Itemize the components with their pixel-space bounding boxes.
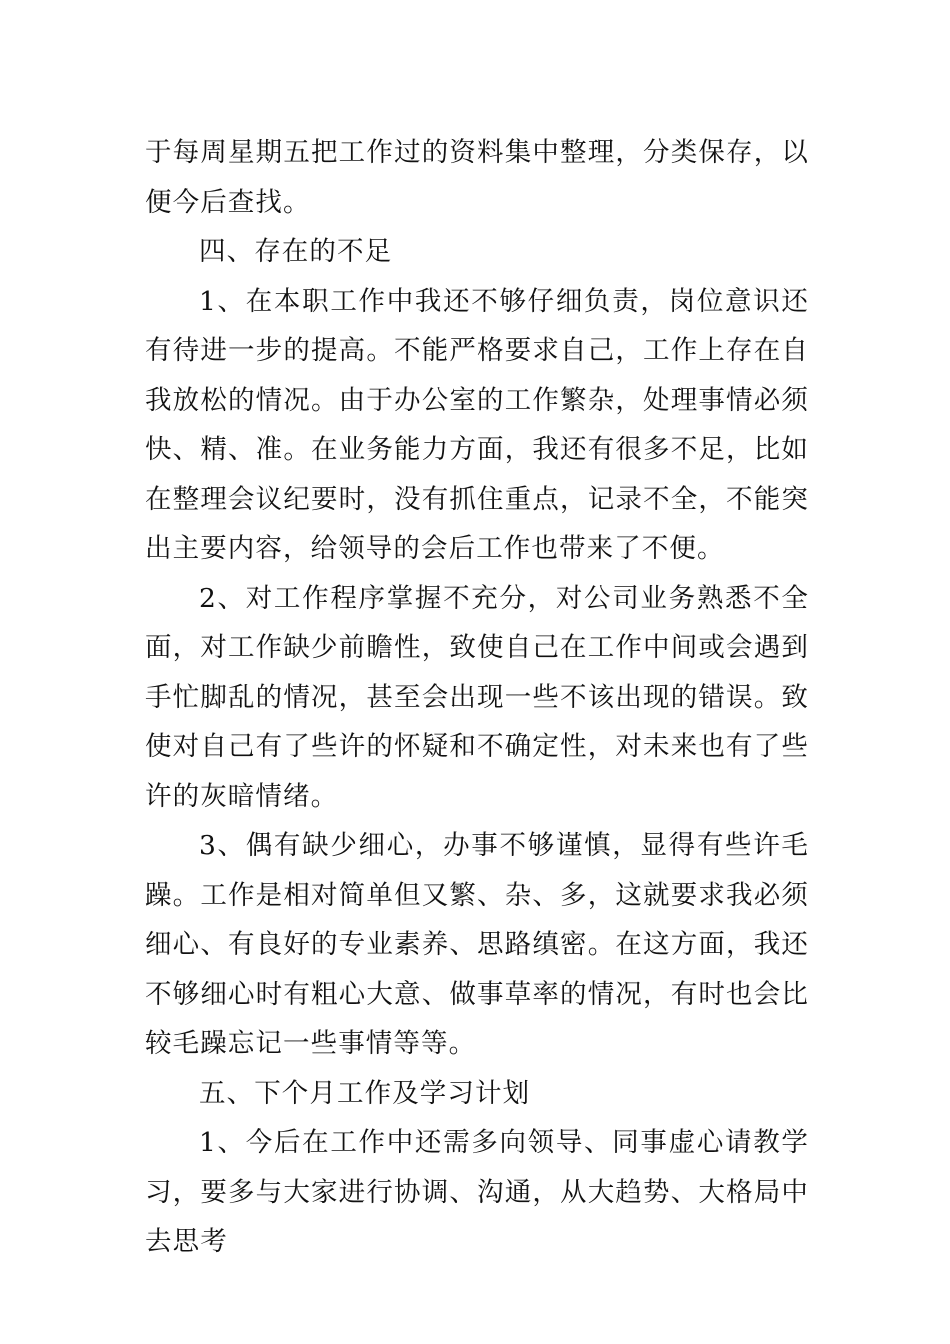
paragraph-shortcoming-3: 3、偶有缺少细心，办事不够谨慎，显得有些许毛躁。工作是相对简单但又繁、杂、多，这就要求我必须细心、有良好的专业素养、思路缜密。在这方面，我还不够细心时有粗心大意、做事草率的情况，有时也会比较毛躁忘记一些事情等等。 xyxy=(145,830,809,1059)
section-heading-next-month-plan: 五、下个月工作及学习计划 xyxy=(199,1077,531,1109)
section-heading-shortcomings: 四、存在的不足 xyxy=(199,236,393,267)
document-body xyxy=(145,128,809,1267)
paragraph-continuation: 于每周星期五把工作过的资料集中整理，分类保存，以便今后查找。 xyxy=(145,137,809,218)
paragraph-plan-1: 1、今后在工作中还需多向领导、同事虚心请教学习，要多与大家进行协调、沟通，从大趋势、大格局中去思考 xyxy=(145,1127,809,1257)
paragraph-shortcoming-1: 1、在本职工作中我还不够仔细负责，岗位意识还有待进一步的提高。不能严格要求自己，工作上存在自我放松的情况。由于办公室的工作繁杂，处理事情必须快、精、准。在业务能力方面，我还有很多不足，比如在整理会议纪要时，没有抓住重点，记录不全，不能突出主要内容，给领导的会后工作也带来了不便。 xyxy=(145,285,809,564)
paragraph-shortcoming-2: 2、对工作程序掌握不充分，对公司业务熟悉不全面，对工作缺少前瞻性，致使自己在工作中间或会遇到手忙脚乱的情况，甚至会出现一些不该出现的错误。致使对自己有了些许的怀疑和不确定性，对未来也有了些许的灰暗情绪。 xyxy=(145,582,809,812)
